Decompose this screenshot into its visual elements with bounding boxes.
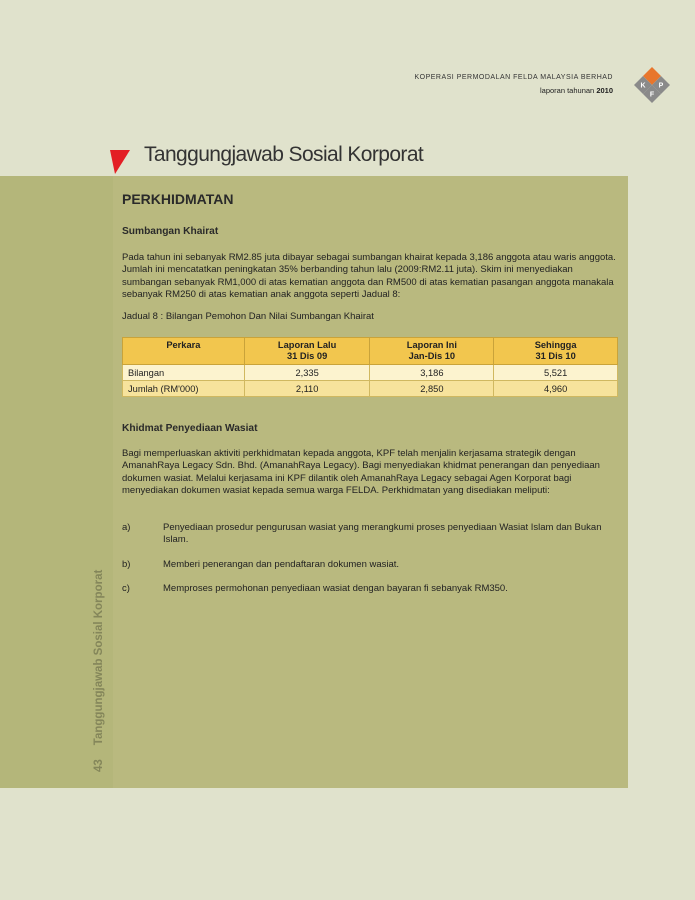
row-label: Jumlah (RM'000): [123, 381, 245, 397]
wasiat-paragraph: Bagi memperluaskan aktiviti perkhidmatan kepada anggota, KPF telah menjalin kerjasama strategik dengan AmanahRaya Legacy Sdn. Bhd. (AmanahRaya Legacy). Bagi menyediakan khidmat penerangan dan penyediaan dokumen wasiat. Melalui kerjasama ini KPF dilantik oleh AmanahRaya Legacy sebagai Agen Korporat bagi menyediakan dokumen wasiat kepada semua warga FELDA. Perkhidmatan yang disediakan meliputi:: [122, 448, 600, 496]
cell-value: 2,335: [244, 365, 370, 381]
cell-value: 5,521: [494, 365, 618, 381]
cell-value: 2,110: [244, 381, 370, 397]
list-label: b): [122, 559, 131, 570]
table-row: [123, 365, 618, 381]
report-prefix: laporan tahunan: [540, 86, 595, 95]
cell-value: 2,850: [370, 381, 494, 397]
logo-letter-k: K: [640, 82, 646, 90]
list-text: Penyediaan prosedur pengurusan wasiat yang merangkumi proses penyediaan Wasiat Islam dan Bukan Islam.: [163, 522, 602, 546]
red-triangle-icon: [110, 150, 130, 174]
page-number: 43: [93, 759, 105, 772]
report-year: 2010: [596, 86, 613, 95]
kpf-logo-icon: [634, 67, 670, 103]
list-item: [122, 522, 618, 548]
sumbangan-heading: Sumbangan Khairat: [122, 226, 219, 237]
side-section-label: Tanggungjawab Sosial Korporat: [93, 569, 105, 746]
list-item: [122, 583, 618, 597]
section-title: Tanggungjawab Sosial Korporat: [144, 143, 424, 166]
table-caption: Jadual 8 : Bilangan Pemohon Dan Nilai Sumbangan Khairat: [122, 311, 374, 322]
row-label: Bilangan: [123, 365, 245, 381]
sumbangan-paragraph: Pada tahun ini sebanyak RM2.85 juta dibayar sebagai sumbangan khairat kepada 3,186 anggota atau waris anggota. Jumlah ini mencatatkan peningkatan 35% berbanding tahun lalu (2009:RM2.11 juta). Skim ini menyediakan sumbangan sebanyak RM1,000 di atas kematian anggota dan RM500 di atas kematian pasangan anggota manakala sebanyak RM250 di atas kematian anak anggota seperti Jadual 8:: [122, 252, 616, 300]
header-sehingga: Sehingga 31 Dis 10: [494, 338, 618, 365]
company-name: KOPERASI PERMODALAN FELDA MALAYSIA BERHAD: [414, 74, 613, 81]
report-title: [540, 86, 613, 95]
list-item: [122, 559, 618, 573]
list-label: a): [122, 522, 131, 533]
cell-value: 4,960: [494, 381, 618, 397]
list-label: c): [122, 583, 130, 594]
main-heading: PERKHIDMATAN: [122, 191, 234, 207]
table-header-row: [123, 338, 618, 365]
header-laporan-ini: Laporan Ini Jan-Dis 10: [370, 338, 494, 365]
wasiat-heading: Khidmat Penyediaan Wasiat: [122, 423, 258, 434]
side-label: [93, 570, 105, 772]
header-laporan-lalu: Laporan Lalu 31 Dis 09: [244, 338, 370, 365]
khairat-table: [122, 337, 618, 397]
cell-value: 3,186: [370, 365, 494, 381]
logo-letter-f: F: [649, 91, 655, 99]
table-row: [123, 381, 618, 397]
header-perkara: Perkara: [123, 338, 245, 365]
list-text: Memberi penerangan dan pendaftaran dokumen wasiat.: [163, 559, 400, 570]
list-text: Memproses permohonan penyediaan wasiat dengan bayaran fi sebanyak RM350.: [163, 583, 508, 594]
logo-letter-p: P: [658, 82, 664, 90]
